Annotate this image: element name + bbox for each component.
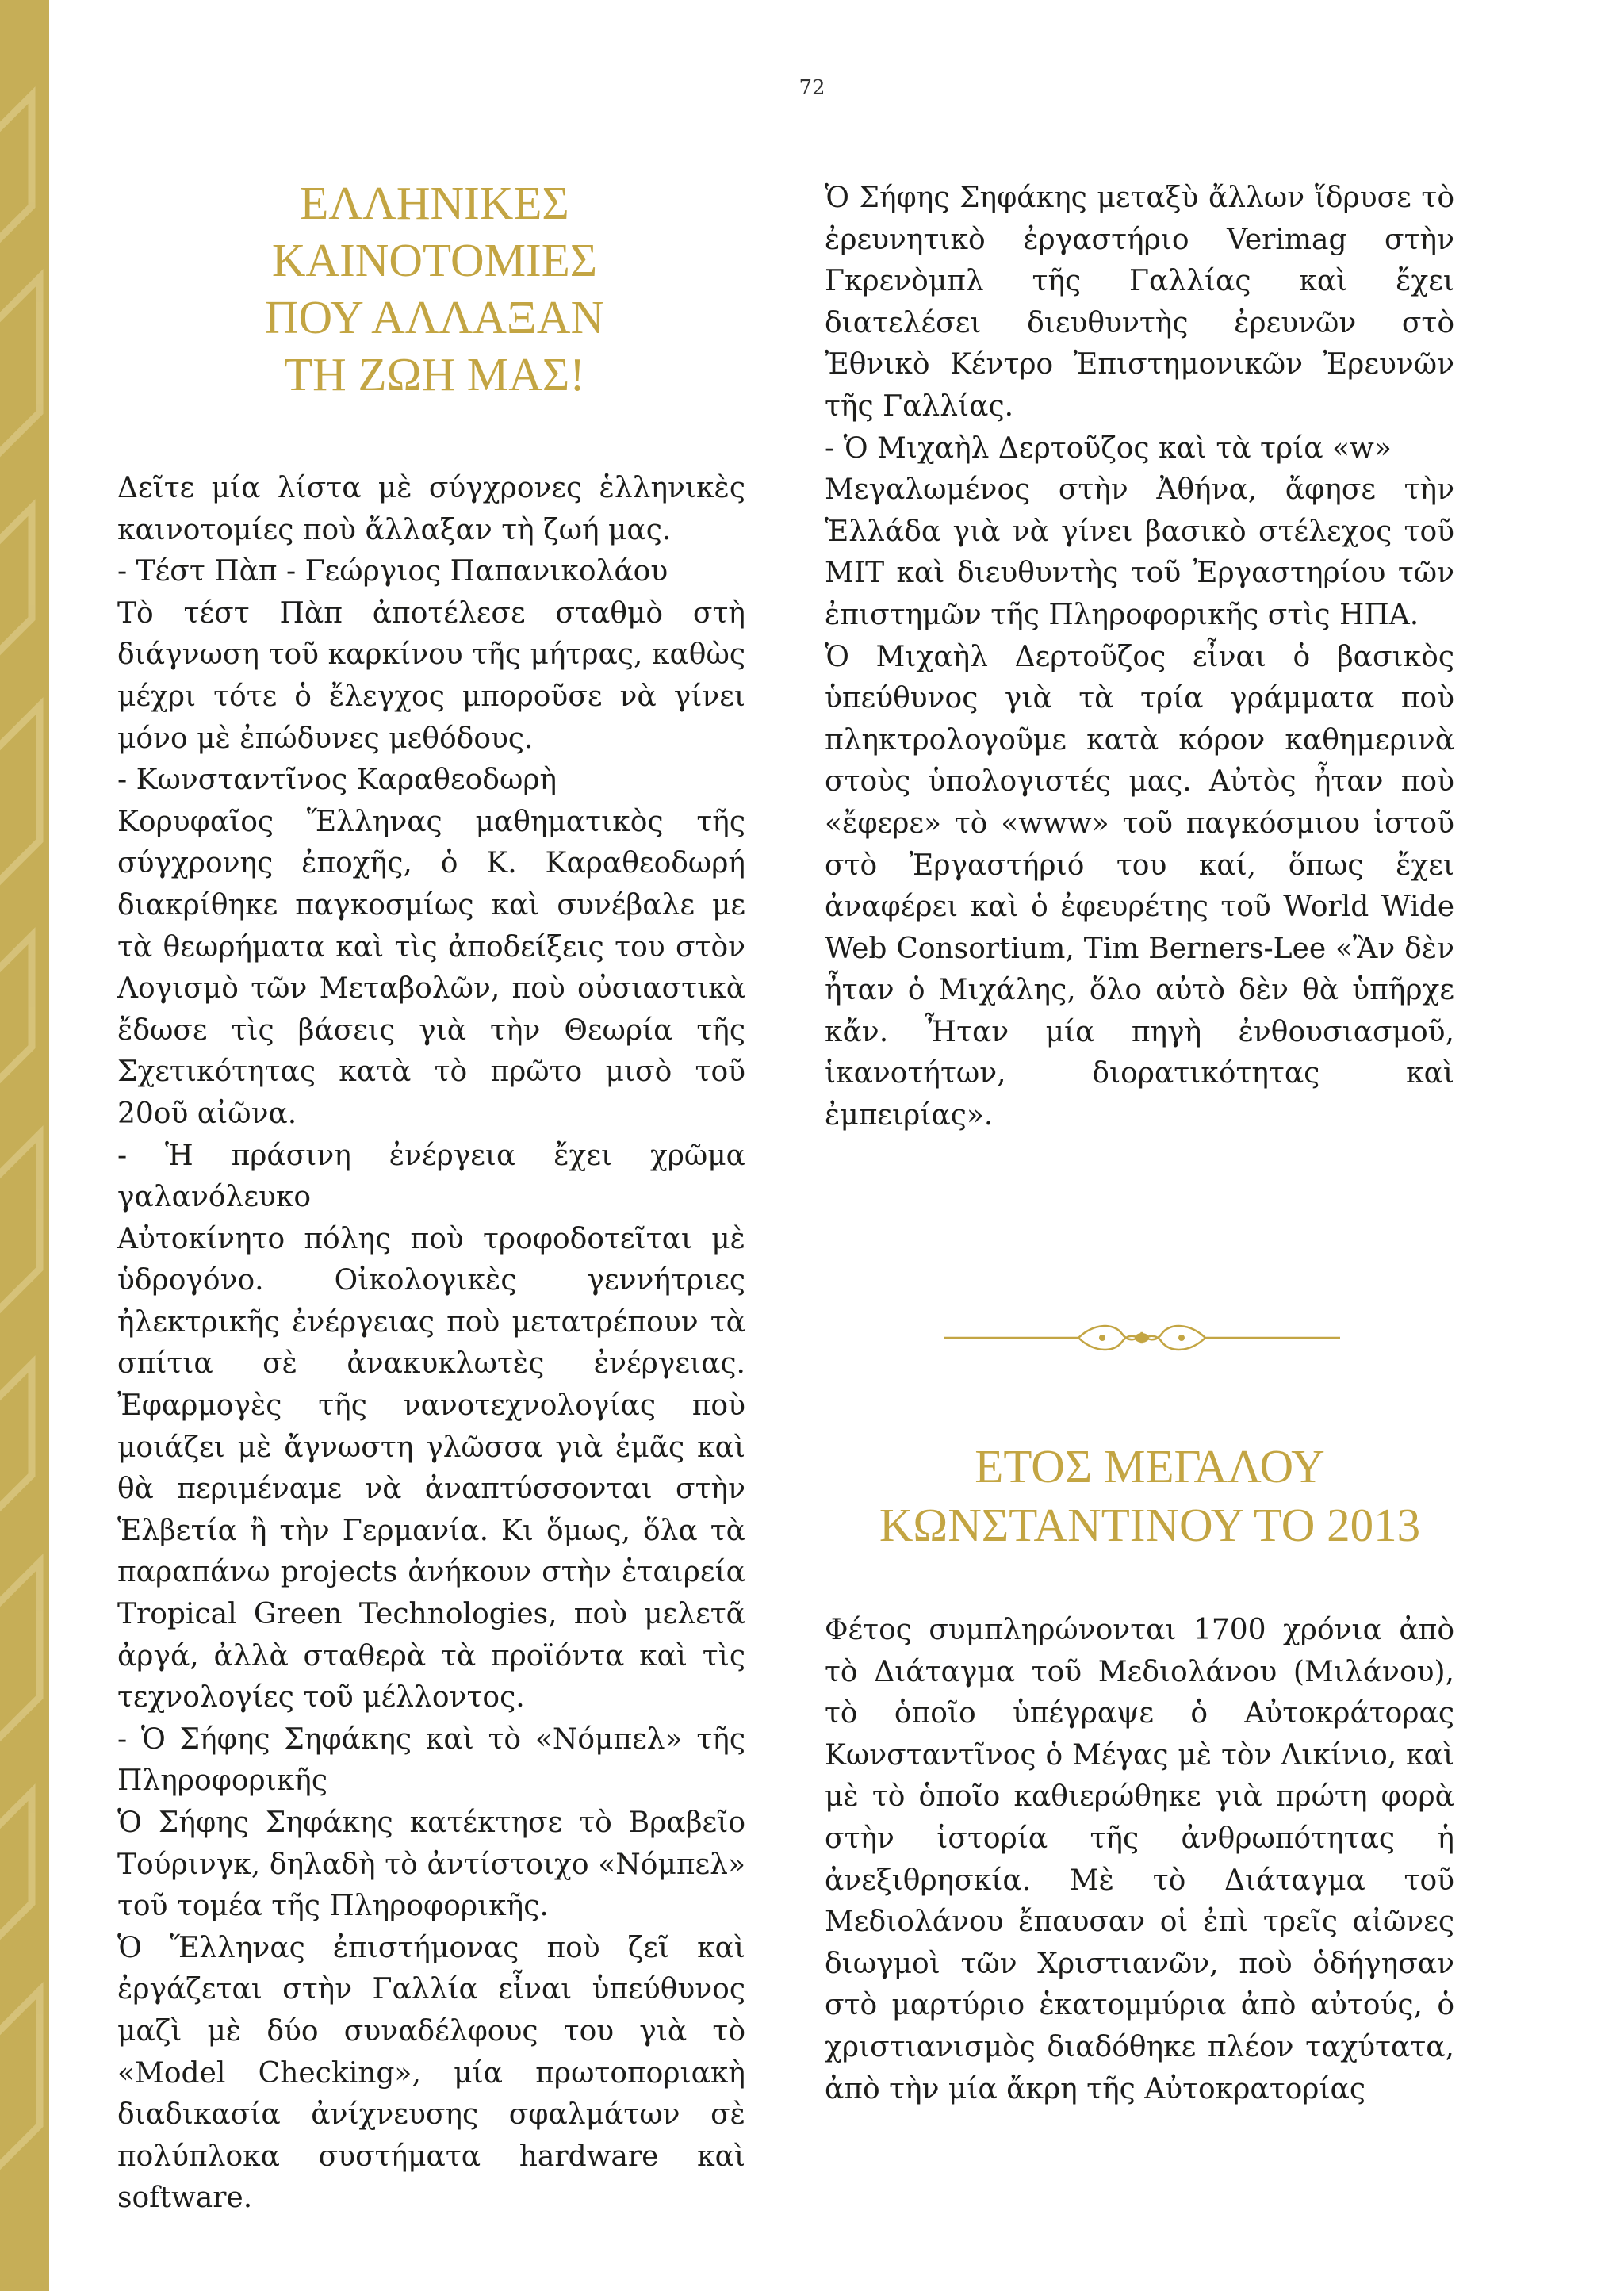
article2-title	[841, 1437, 1459, 1554]
article-title-line: ΠΟΥ ΑΛΛΑΞΑΝ	[264, 291, 605, 343]
section-heading: - Ἡ πράσινη ἐνέργεια ἔχει χρῶμα γαλανόλευκο	[117, 1139, 745, 1214]
article-title-line: ΤΗ ΖΩΗ ΜΑΣ!	[284, 348, 585, 400]
paragraph: Ὁ Σήφης Σηφάκης κατέκτησε τὸ Βραβεῖο Τούρινγκ, δηλαδὴ τὸ ἀντίστοιχο «Νόμπελ» τοῦ τομέα τῆς Πληροφορικῆς.	[117, 1806, 745, 1923]
paragraph: Φέτος συμπληρώνονται 1700 χρόνια ἀπὸ τὸ Διάταγμα τοῦ Μεδιολάνου (Μιλάνου), τὸ ὁποῖο ὑπέγραψε ὁ Αὐτοκράτορας Κωνσταντῖνος ὁ Μέγας μὲ τὸν Λικίνιο, καὶ μὲ τὸ ὁποῖο καθιερώθηκε γιὰ πρώτη φορὰ στὴν ἱστορία τῆς ἀνθρωπότητας ἡ ἀνεξιθρησκία. Μὲ τὸ Διάταγμα τοῦ Μεδιολάνου ἔπαυσαν οἱ ἐπὶ τρεῖς αἰῶνες διωγμοὶ τῶν Χριστιανῶν, ποὺ ὁδήγησαν στὸ μαρτύριο ἑκατομμύρια ἀπὸ αὐτούς, ὁ χριστιανισμὸς διαδόθηκε πλέον ταχύτατα, ἀπὸ τὴν μία ἄκρη τῆς Αὐτοκρατορίας	[825, 1614, 1454, 2105]
section-heading: - Ὁ Μιχαὴλ Δερτοῦζος καὶ τὰ τρία «w»	[825, 431, 1392, 465]
article-left-column	[117, 468, 745, 2220]
paragraph: Ὁ Σήφης Σηφάκης μεταξὺ ἄλλων ἵδρυσε τὸ ἐρευνητικὸ ἐργαστήριο Verimag στὴν Γκρενὸμπλ τῆς Γαλλίας καὶ ἔχει διατελέσει διευθυντὴς ἐρευνῶν στὸ Ἐθνικὸ Κέντρο Ἐπιστημονικῶν Ἐρευνῶν τῆς Γαλλίας.	[825, 182, 1454, 423]
paragraph: Ὁ Μιχαὴλ Δερτοῦζος εἶναι ὁ βασικὸς ὑπεύθυνος γιὰ τὰ τρία γράμματα ποὺ πληκτρολογοῦμε κατὰ κόρον καθημερινὰ στοὺς ὑπολογιστές μας. Αὐτὸς ἦταν ποὺ «ἔφερε» τὸ «www» τοῦ παγκόσμιου ἱστοῦ στὸ Ἐργαστήριό του καί, ὅπως ἔχει ἀναφέρει καὶ ὁ ἐφευρέτης τοῦ World Wide Web Consortium, Tim Berners-Lee «Ἂν δὲν ἦταν ὁ Μιχάλης, ὅλο αὐτὸ δὲν θὰ ὑπῆρχε κἄν. Ἦταν μία πηγὴ ἐνθουσιασμοῦ, ἱκανοτήτων, διορατικότητας καὶ ἐμπειρίας».	[825, 640, 1454, 1132]
article2-body	[825, 1610, 1454, 2110]
article-title	[117, 174, 752, 403]
page-number: 72	[799, 76, 825, 100]
paragraph: Δεῖτε μία λίστα μὲ σύγχρονες ἑλληνικὲς καινοτομίες ποὺ ἄλλαξαν τὴ ζωή μας.	[117, 472, 745, 546]
paragraph: Αὐτοκίνητο πόλης ποὺ τροφοδοτεῖται μὲ ὑδρογόνο. Οἰκολογικὲς γεννήτριες ἠλεκτρικῆς ἐνέργειας ποὺ μετατρέπουν τὰ σπίτια σὲ ἀνακυκλωτὲς ἐνέργειας. Ἐφαρμογὲς τῆς νανοτεχνολογίας ποὺ μοιάζει μὲ ἄγνωστη γλῶσσα γιὰ ἐμᾶς καὶ θὰ περιμέναμε νὰ ἀναπτύσσονται στὴν Ἑλβετία ἢ τὴν Γερμανία. Κι ὅμως, ὅλα τὰ παραπάνω projects ἀνήκουν στὴν ἑταιρεία Tropical Green Technologies, ποὺ μελετᾶ ἀργά, ἀλλὰ σταθερὰ τὰ προϊόντα καὶ τὶς τεχνολογίες τοῦ μέλλοντος.	[117, 1222, 745, 1714]
paragraph: Ὁ Ἕλληνας ἐπιστήμονας ποὺ ζεῖ καὶ ἐργάζεται στὴν Γαλλία εἶναι ὑπεύθυνος μαζὶ μὲ δύο συναδέλφους του γιὰ τὸ «Model Checking», μία πρωτοποριακὴ διαδικασία ἀνίχνευσης σφαλμάτων σὲ πολύπλοκα συστήματα hardware καὶ software.	[117, 1931, 745, 2215]
section-heading: - Κωνσταντῖνος Καραθεοδωρὴ	[117, 764, 557, 797]
paragraph: Τὸ τέστ Πὰπ ἀποτέλεσε σταθμὸ στὴ διάγνωση τοῦ καρκίνου τῆς μήτρας, καθὼς μέχρι τότε ὁ ἔλεγχος μποροῦσε νὰ γίνει μόνο μὲ ἐπώδυνες μεθόδους.	[117, 596, 745, 755]
section-heading: - Ὁ Σήφης Σηφάκης καὶ τὸ «Νόμπελ» τῆς Πληροφορικῆς	[117, 1722, 745, 1798]
article2-title-line: ΕΤΟΣ ΜΕΓΑΛΟΥ	[975, 1440, 1325, 1492]
decorative-side-band	[0, 0, 49, 2291]
paragraph: Κορυφαῖος Ἕλληνας μαθηματικὸς τῆς σύγχρονης ἐποχῆς, ὁ Κ. Καραθεοδωρή διακρίθηκε παγκοσμίως καὶ συνέβαλε με τὰ θεωρήματα καὶ τὶς ἀποδείξεις του στὸν Λογισμὸ τῶν Μεταβολῶν, ποὺ οὐσιαστικὰ ἔδωσε τὶς βάσεις γιὰ τὴν Θεωρία τῆς Σχετικότητας κατὰ τὸ πρῶτο μισὸ τοῦ 20οῦ αἰῶνα.	[117, 805, 745, 1130]
meander-pattern-icon	[0, 0, 49, 2291]
article2-title-line: ΚΩΝΣΤΑΝΤΙΝΟΥ ΤΟ 2013	[879, 1499, 1421, 1551]
article-title-line: ΚΑΙΝΟΤΟΜΙΕΣ	[271, 234, 598, 286]
section-heading: - Τέστ Πὰπ - Γεώργιος Παπανικολάου	[117, 555, 668, 588]
article-right-column	[825, 178, 1454, 1137]
paragraph: Μεγαλωμένος στὴν Ἀθήνα, ἄφησε τὴν Ἑλλάδα γιὰ νὰ γίνει βασικὸ στέλεχος τοῦ MIT καὶ διευθυντὴς τοῦ Ἐργαστηρίου τῶν ἐπιστημῶν τῆς Πληροφορικῆς στὶς ΗΠΑ.	[825, 473, 1454, 631]
article-title-line: ΕΛΛΗΝΙΚΕΣ	[300, 177, 569, 229]
ornament-divider-icon	[944, 1316, 1340, 1359]
